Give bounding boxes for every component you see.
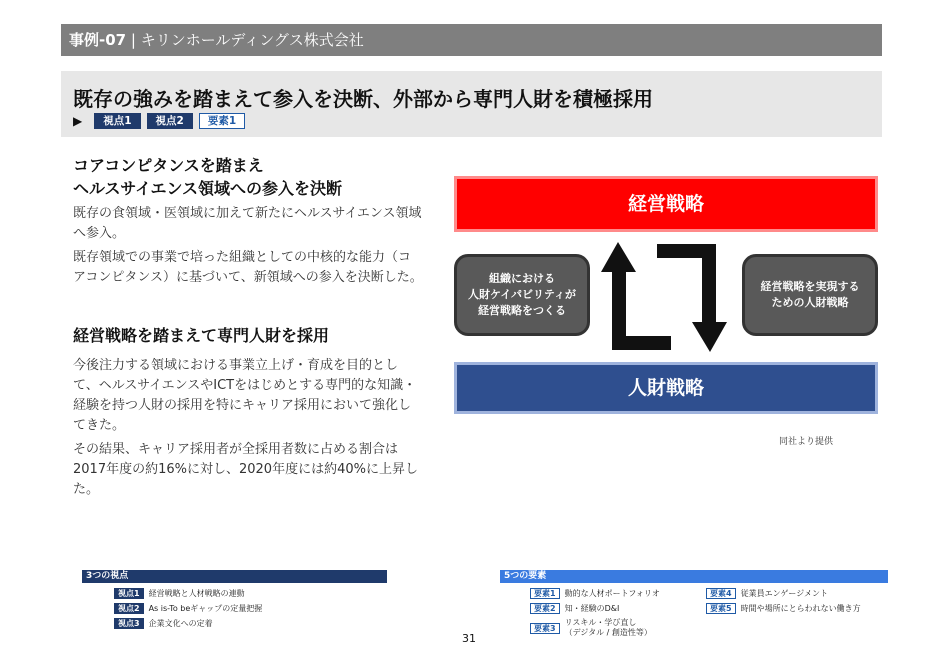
element-badge: 要素1 xyxy=(530,588,560,599)
tag-view-2: 視点2 xyxy=(147,113,193,129)
section1-heading: コアコンピタンスを踏まえ ヘルスサイエンス領域への参入を決断 xyxy=(73,156,342,198)
list-item: 視点1 経営戦略と人材戦略の連動 xyxy=(114,587,387,600)
list-item: 視点3 企業文化への定着 xyxy=(114,617,387,630)
title-box xyxy=(61,71,882,137)
list-item: 要素5 時間や場所にとらわれない働き方 xyxy=(706,602,861,615)
up-arrow-icon xyxy=(601,242,671,350)
page-title: 既存の強みを踏まえて参入を決断、外部から専門人財を積極採用 xyxy=(73,87,653,111)
body-text-column xyxy=(73,154,423,497)
list-item: 要素1 動的な人材ポートフォリオ xyxy=(530,587,706,600)
capability-box: 組織における 人財ケイパビリティが 経営戦略をつくる xyxy=(454,254,590,336)
case-number: 事例-07 xyxy=(69,31,127,49)
tag-view-1: 視点1 xyxy=(94,113,140,129)
three-views-title: 3つの視点 xyxy=(82,570,387,583)
management-strategy-box: 経営戦略 xyxy=(454,176,878,232)
play-triangle-icon: ▶ xyxy=(73,114,83,128)
section2-heading: 経営戦略を踏まえて専門人財を採用 xyxy=(73,326,330,345)
section2-paragraph-1: 今後注力する領域における事業立上げ・育成を目的として、ヘルスサイエンスやICTをはじめとする専門的な知識・経験を持つ人財の採用を特にキャリア採用において強化してきた。 xyxy=(73,358,417,433)
list-item: 要素3 リスキル・学び直し （デジタル / 創造性等） xyxy=(530,617,706,639)
three-views-legend xyxy=(82,570,387,630)
element-badge: 要素4 xyxy=(706,588,736,599)
cycle-arrows-icon xyxy=(601,238,727,356)
view-badge: 視点3 xyxy=(114,618,144,629)
image-credit: 同社より提供 xyxy=(779,437,834,447)
list-item: 要素4 従業員エンゲージメント xyxy=(706,587,861,600)
five-elements-title: 5つの要素 xyxy=(500,570,888,583)
view-badge: 視点2 xyxy=(114,603,144,614)
page-number: 31 xyxy=(462,632,476,645)
list-item: 要素2 知・経験のD&I xyxy=(530,602,706,615)
tag-element-1: 要素1 xyxy=(199,113,245,129)
hr-realization-box: 経営戦略を実現する ための人財戦略 xyxy=(742,254,878,336)
tag-row xyxy=(73,113,245,129)
element-badge: 要素3 xyxy=(530,623,560,634)
element-badge: 要素5 xyxy=(706,603,736,614)
section2-paragraph-2: その結果、キャリア採用者が全採用者数に占める割合は2017年度の約16%に対し、2020年度には約40%に上昇した。 xyxy=(73,442,418,497)
element-badge: 要素2 xyxy=(530,603,560,614)
down-arrow-icon xyxy=(657,244,727,352)
five-elements-legend xyxy=(500,570,888,639)
list-item: 視点2 As is-To beギャップの定量把握 xyxy=(114,602,387,615)
header-separator: | xyxy=(130,31,136,49)
section1-paragraph-1: 既存の食領域・医領域に加えて新たにヘルスサイエンス領域へ参入。 xyxy=(73,206,422,241)
case-header xyxy=(61,24,882,56)
hr-strategy-box: 人財戦略 xyxy=(454,362,878,414)
view-badge: 視点1 xyxy=(114,588,144,599)
section1-paragraph-2: 既存領域での事業で培った組織としての中核的な能力（コアコンピタンス）に基づいて、新領域への参入を決断した。 xyxy=(73,250,423,285)
company-name: キリンホールディングス株式会社 xyxy=(140,31,364,49)
strategy-diagram xyxy=(454,176,878,416)
